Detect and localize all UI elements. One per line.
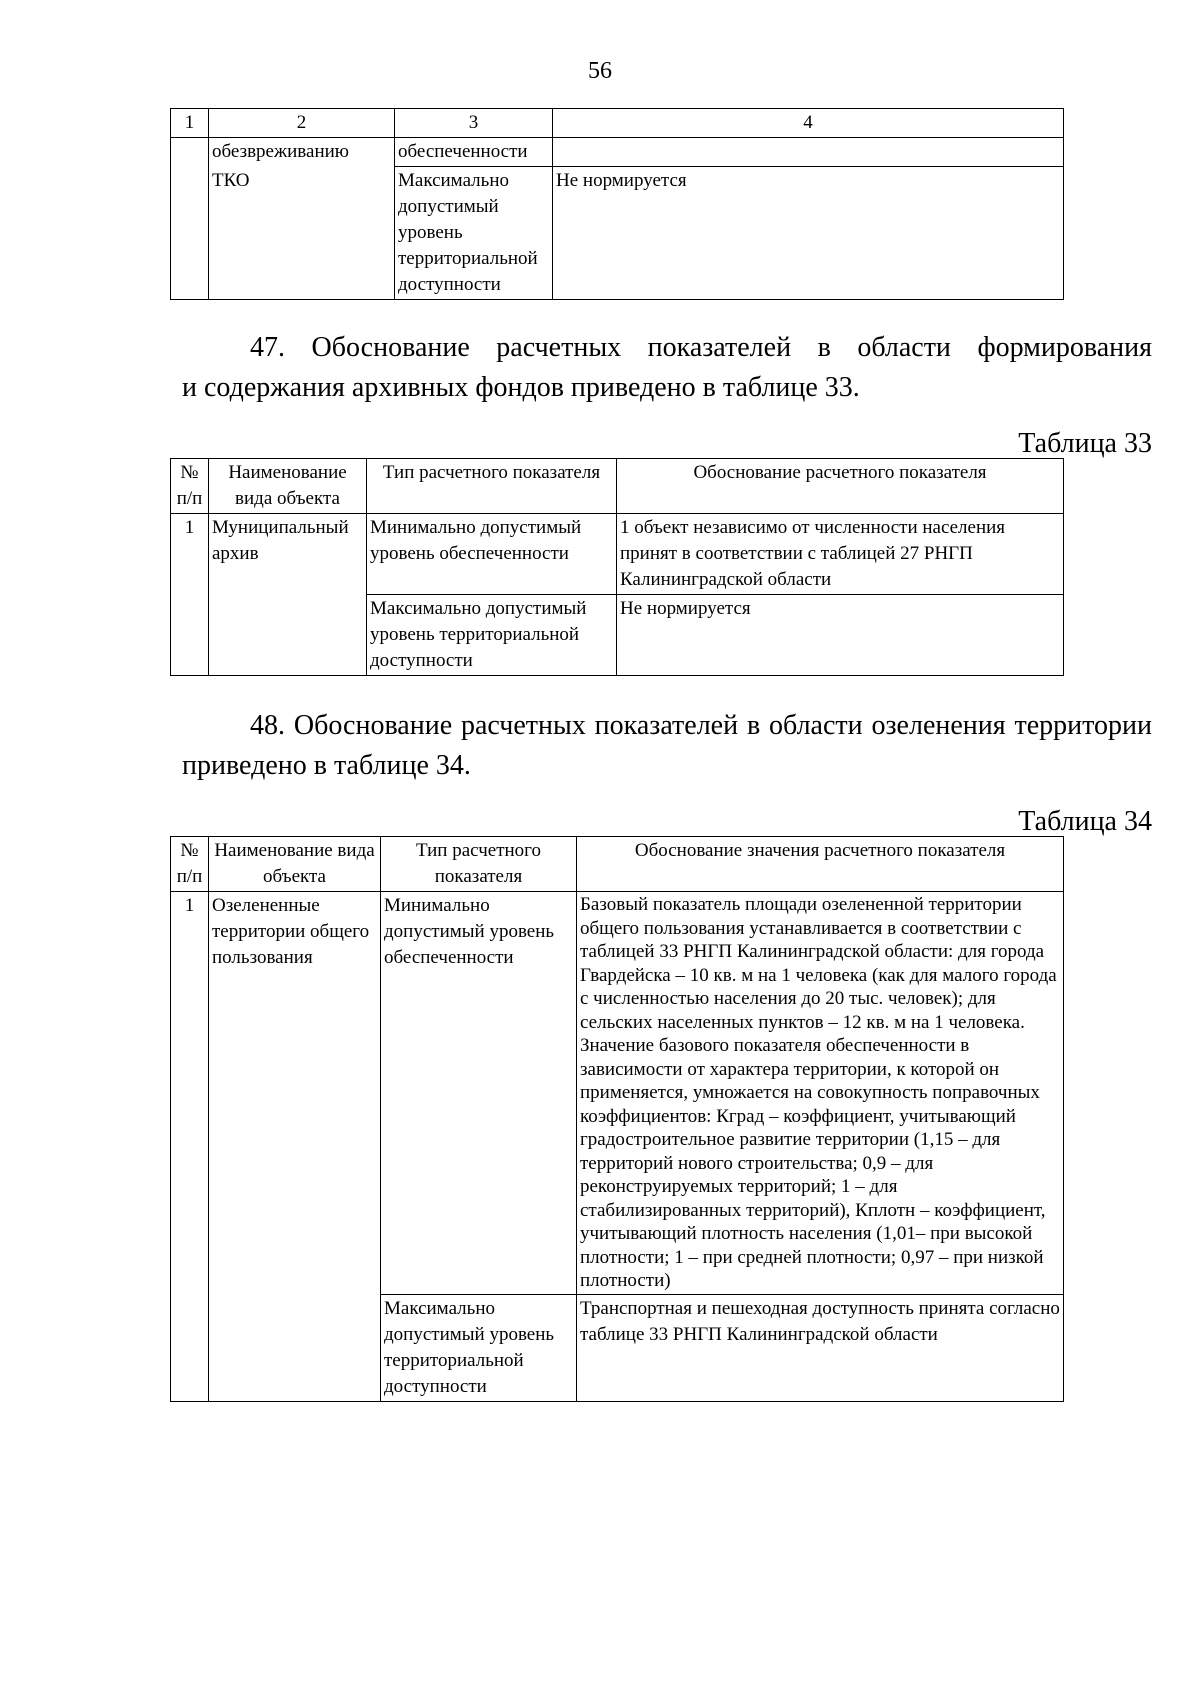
table-header-row [171,459,1064,514]
justification-cell: Транспортная и пешеходная доступность принята согласно таблице 33 РНГП Калининградской области [577,1294,1064,1401]
header-object-name: Наименование вида объекта [209,459,367,514]
header-object-name: Наименование вида объекта [209,837,381,892]
table-33-caption: Таблица 33 [1018,428,1152,459]
table-row [171,514,1064,595]
justification-cell: 1 объект независимо от численности населения принят в соответствии с таблицей 27 РНГП Калининградской области [617,514,1064,595]
header-justification: Обоснование значения расчетного показателя [577,837,1064,892]
table-row [171,892,1064,1295]
table-33 [170,458,1064,676]
paragraph-48-line2: приведено в таблице 34. [182,750,471,781]
justification-cell: Не нормируется [553,167,1064,300]
justification-cell: Базовый показатель площади озелененной территории общего пользования устанавливается в соответствии с таблицей 33 РНГП Калининградской области: для города Гвардейска – 10 кв. м на 1 человека (как для малого города с численностью населения до 20 тыс. человек); для сельских населенных пунктов – 12 кв. м на 1 человека. Значение базового показателя обеспеченности в зависимости от характера территории, к которой он применяется, умножается на совокупность поправочных коэффициентов: Кград – коэффициент, учитывающий градостроительное развитие территории (1,15 – для территорий нового строительства; 0,9 – для реконструируемых территорий; 1 – для стабилизированных территорий), Кплотн – коэффициент, учитывающий плотность населения (1,01– при высокой плотности; 1 – при средней плотности; 0,97 – при низкой плотности) [577,892,1064,1295]
object-name-cell: обезвреживанию [209,138,395,167]
header-number: № п/п [171,837,209,892]
table-34 [170,836,1064,1402]
paragraph-48-line1: 48. Обоснование расчетных показателей в области озеленения территории [250,710,1152,741]
header-justification: Обоснование расчетного показателя [617,459,1064,514]
paragraph-47-line1: 47. Обоснование расчетных показателей в области формирования [250,332,1152,363]
page-number: 56 [588,58,612,84]
object-name-cell: Муниципальный архив [209,514,367,676]
justification-cell: Не нормируется [617,595,1064,676]
row-number-cell: 1 [171,892,209,1402]
row-number-cell [171,138,209,300]
paragraph-47-line2: и содержания архивных фондов приведено в таблице 33. [182,372,860,403]
indicator-type-cell: Максимально допустимый уровень территориальной доступности [367,595,617,676]
table-row [171,138,1064,167]
table-header-row [171,837,1064,892]
row-number-cell: 1 [171,514,209,676]
column-number-row [171,109,1064,138]
indicator-type-cell: обеспеченности [395,138,553,167]
table-row [171,167,1064,300]
object-name-cell: ТКО [209,167,395,300]
col-number-1: 1 [171,109,209,138]
col-number-2: 2 [209,109,395,138]
indicator-type-cell: Максимально допустимый уровень территориальной доступности [381,1294,577,1401]
header-number: № п/п [171,459,209,514]
indicator-type-cell: Минимально допустимый уровень обеспеченности [367,514,617,595]
paragraph-48 [182,706,1152,786]
paragraph-47 [182,328,1152,408]
indicator-type-cell: Минимально допустимый уровень обеспеченности [381,892,577,1295]
col-number-4: 4 [553,109,1064,138]
object-name-cell: Озелененные территории общего пользования [209,892,381,1402]
justification-cell [553,138,1064,167]
header-indicator-type: Тип расчетного показателя [381,837,577,892]
indicator-type-cell: Максимально допустимый уровень территориальной доступности [395,167,553,300]
table-continued [170,108,1064,300]
table-34-caption: Таблица 34 [1018,806,1152,837]
col-number-3: 3 [395,109,553,138]
header-indicator-type: Тип расчетного показателя [367,459,617,514]
